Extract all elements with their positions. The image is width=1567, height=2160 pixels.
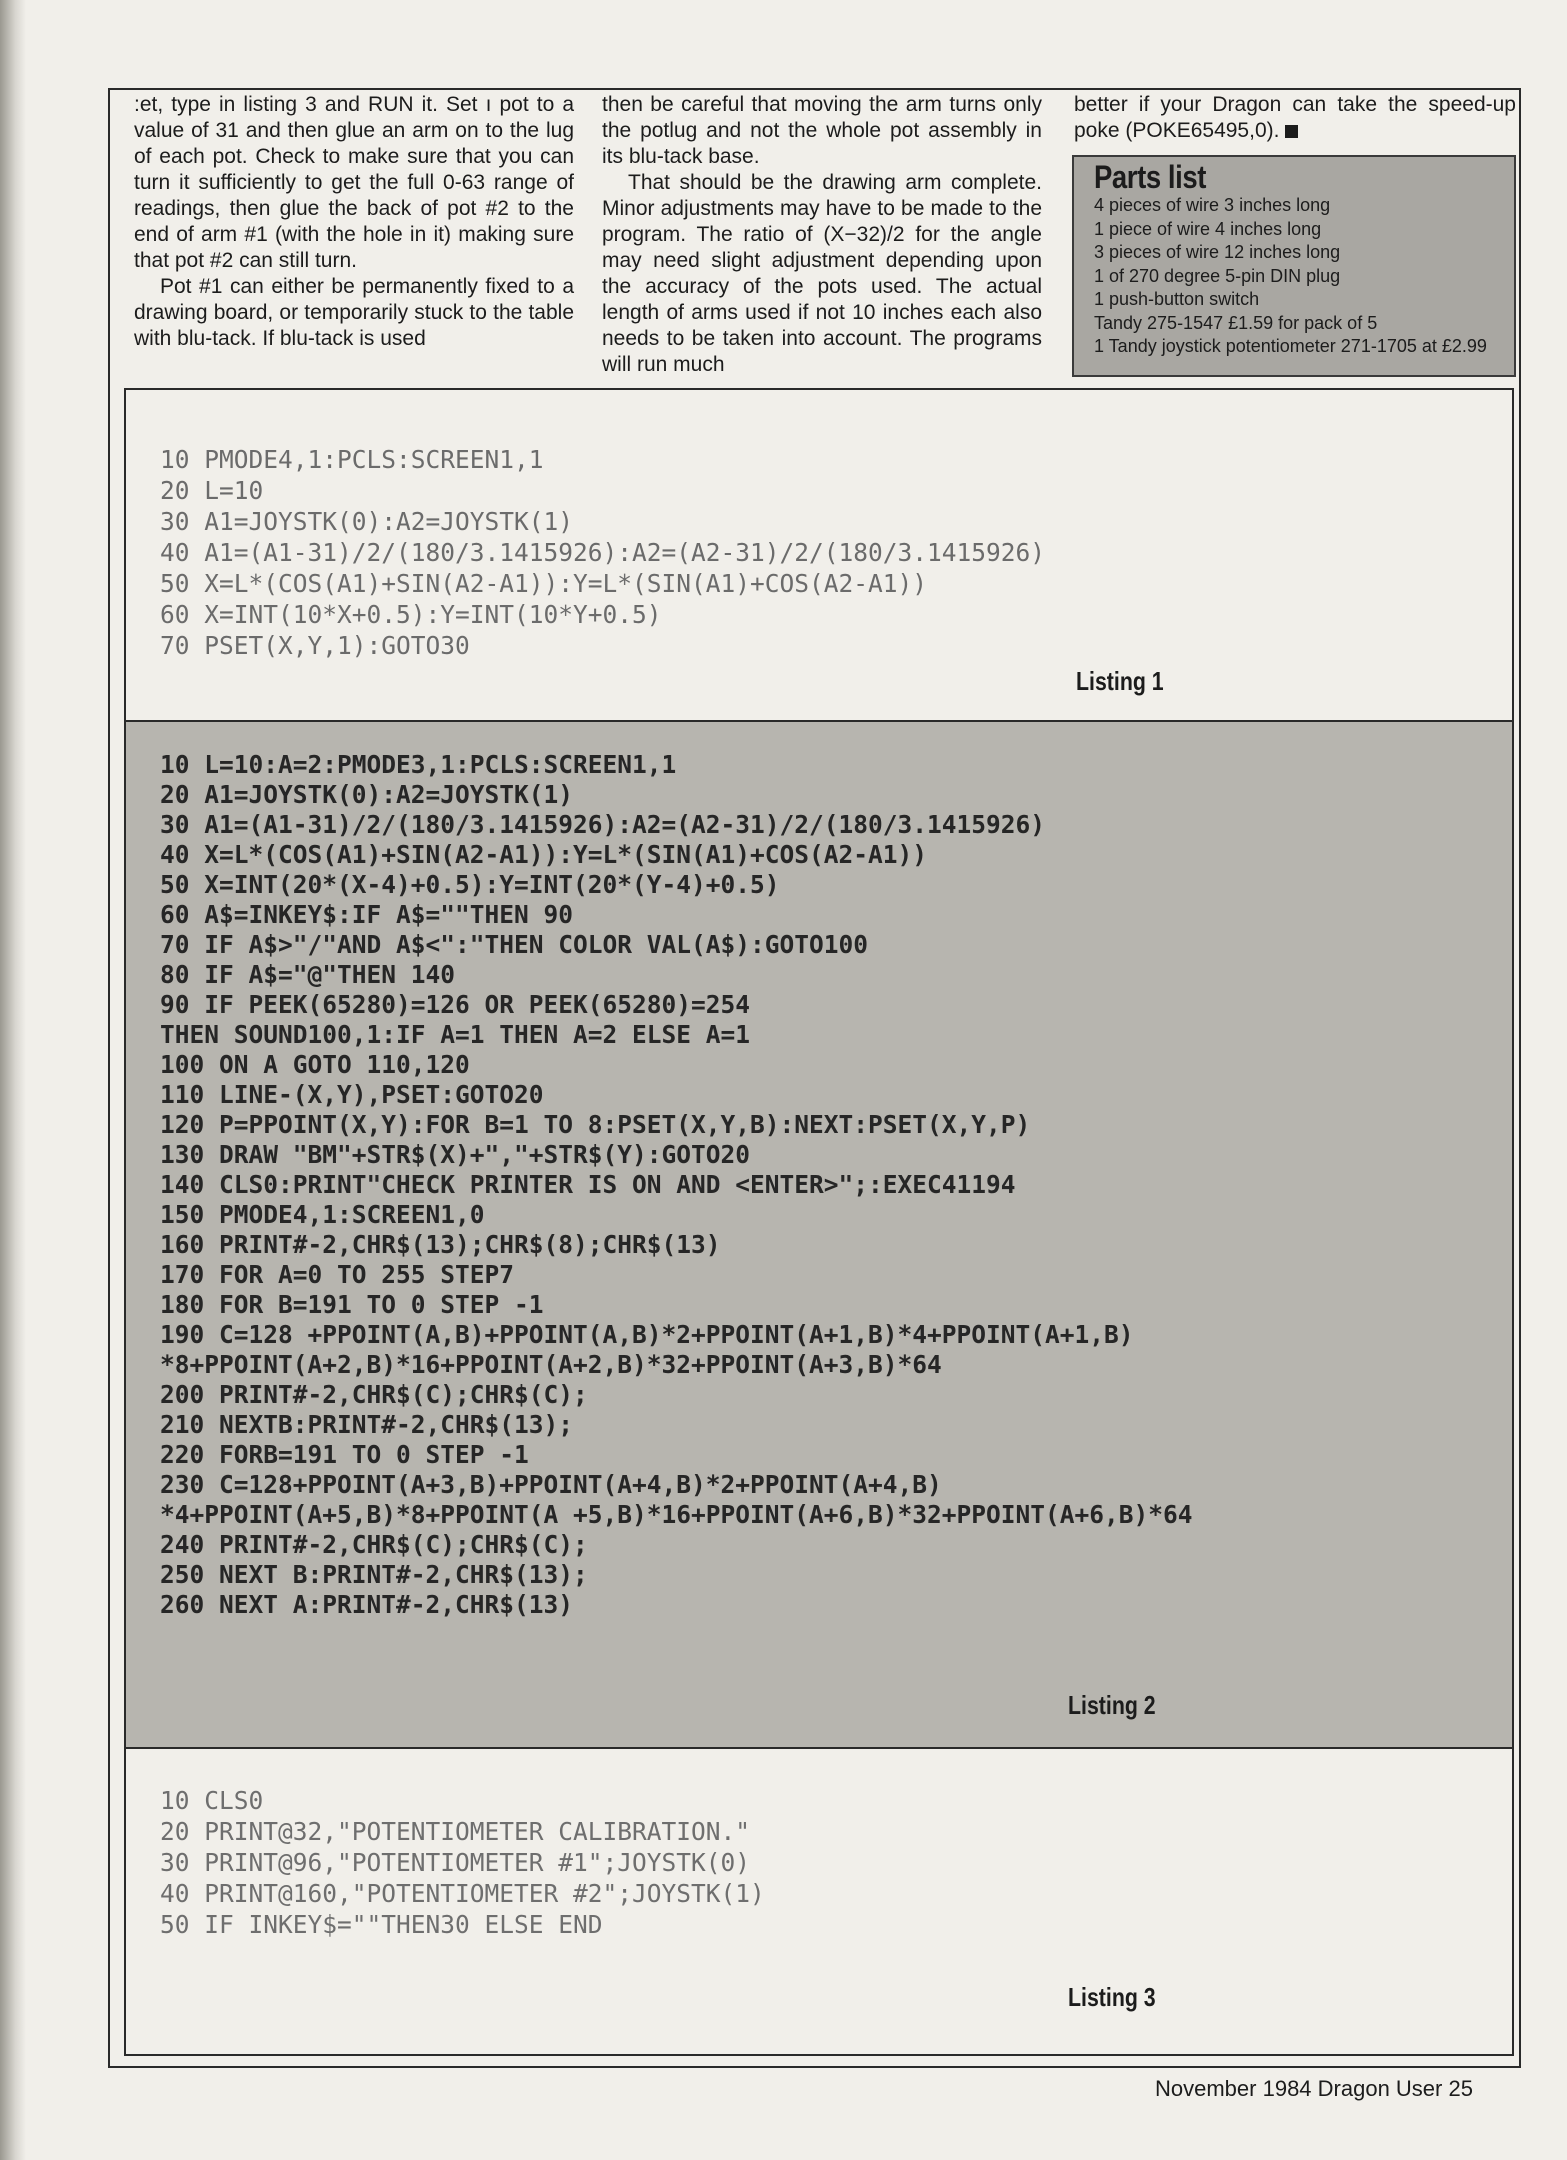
parts-list-item: Tandy 275-1547 £1.59 for pack of 5 (1094, 312, 1378, 333)
code-line: 200 PRINT#-2,CHR$(C);CHR$(C); (160, 1380, 588, 1409)
code-line: 30 PRINT@96,"POTENTIOMETER #1";JOYSTK(0) (160, 1848, 751, 1877)
code-line: 220 FORB=191 TO 0 STEP -1 (160, 1440, 529, 1469)
code-line: 90 IF PEEK(65280)=126 OR PEEK(65280)=254 (160, 990, 751, 1019)
code-line: 250 NEXT B:PRINT#-2,CHR$(13); (160, 1560, 588, 1589)
article-paragraph: Pot #1 can either be permanently fixed to a drawing board, or temporarily stuck to the table with blu-tack. If blu-tack is used (134, 275, 574, 350)
code-line: 140 CLS0:PRINT"CHECK PRINTER IS ON AND <ENTER>";:EXEC41194 (160, 1170, 1016, 1199)
parts-list-box (1072, 155, 1516, 377)
code-line: 50 X=L*(COS(A1)+SIN(A2-A1)):Y=L*(SIN(A1)+COS(A2-A1)) (160, 569, 928, 598)
article-column-2 (602, 92, 1042, 378)
code-line: THEN SOUND100,1:IF A=1 THEN A=2 ELSE A=1 (160, 1020, 751, 1049)
parts-list-item: 3 pieces of wire 12 inches long (1094, 242, 1341, 262)
parts-list-item: 4 pieces of wire 3 inches long (1094, 195, 1331, 215)
parts-list-item: 1 push-button switch (1094, 289, 1260, 309)
code-line: 20 PRINT@32,"POTENTIOMETER CALIBRATION." (160, 1817, 751, 1846)
code-line: 210 NEXTB:PRINT#-2,CHR$(13); (160, 1410, 574, 1439)
page-footer: November 1984 Dragon User 25 (1155, 2076, 1473, 2101)
code-line: 20 L=10 (160, 476, 264, 505)
code-line: *8+PPOINT(A+2,B)*16+PPOINT(A+2,B)*32+PPOINT(A+3,B)*64 (160, 1350, 942, 1379)
listing-3-code (160, 1785, 765, 1940)
listing-1-panel (126, 390, 1512, 720)
article-column-3 (1074, 92, 1516, 144)
end-of-article-mark-icon (1285, 125, 1298, 138)
code-line: 30 A1=(A1-31)/2/(180/3.1415926):A2=(A2-31)/2/(180/3.1415926) (160, 810, 1046, 839)
parts-list-item: 1 of 270 degree 5-pin DIN plug (1094, 265, 1341, 286)
code-line: 110 LINE-(X,Y),PSET:GOTO20 (160, 1080, 544, 1109)
code-line: 50 IF INKEY$=""THEN30 ELSE END (160, 1910, 603, 1939)
code-line: *4+PPOINT(A+5,B)*8+PPOINT(A +5,B)*16+PPOINT(A+6,B)*32+PPOINT(A+6,B)*64 (160, 1500, 1193, 1529)
listing-1-label: Listing 1 (1076, 666, 1164, 696)
article-column-1 (134, 92, 574, 352)
code-line: 70 PSET(X,Y,1):GOTO30 (160, 631, 470, 660)
code-line: 170 FOR A=0 TO 255 STEP7 (160, 1260, 515, 1289)
article-paragraph: then be careful that moving the arm turns only the potlug and not the whole pot assembly in its blu-tack base. (602, 93, 1042, 168)
article-paragraph: better if your Dragon can take the speed-up poke (POKE65495,0). (1074, 93, 1516, 142)
listing-2-code (160, 750, 1193, 1620)
parts-list-title: Parts list (1094, 159, 1206, 195)
code-line: 30 A1=JOYSTK(0):A2=JOYSTK(1) (160, 507, 574, 536)
code-line: 40 X=L*(COS(A1)+SIN(A2-A1)):Y=L*(SIN(A1)+COS(A2-A1)) (160, 840, 928, 869)
code-line: 20 A1=JOYSTK(0):A2=JOYSTK(1) (160, 780, 574, 809)
code-line: 40 A1=(A1-31)/2/(180/3.1415926):A2=(A2-31)/2/(180/3.1415926) (160, 538, 1046, 567)
article-paragraph: That should be the drawing arm complete. Minor adjustments may have to be made to the program. The ratio of (X−32)/2 for the angle may need slight adjustment depending upon the accuracy of the pots used. The actual length of arms used if not 10 inches each also needs to be taken into account. The programs will run much (602, 171, 1042, 376)
code-line: 10 L=10:A=2:PMODE3,1:PCLS:SCREEN1,1 (160, 750, 677, 779)
code-line: 240 PRINT#-2,CHR$(C);CHR$(C); (160, 1530, 588, 1559)
code-line: 180 FOR B=191 TO 0 STEP -1 (160, 1290, 544, 1319)
listing-2-panel (126, 720, 1512, 1749)
code-line: 60 X=INT(10*X+0.5):Y=INT(10*Y+0.5) (160, 600, 662, 629)
code-line: 10 CLS0 (160, 1786, 264, 1815)
parts-list-item: 1 Tandy joystick potentiometer 271-1705 at £2.99 (1094, 336, 1487, 356)
article-paragraph: :et, type in listing 3 and RUN it. Set ı pot to a value of 31 and then glue an arm on to the lug of each pot. Check to make sure that you can turn it sufficiently to get the full 0-63 range of readings, then glue the back of pot #2 to the end of arm #1 (with the hole in it) making sure that pot #2 can still turn. (134, 93, 574, 272)
page-binding-edge (0, 0, 26, 2160)
code-line: 50 X=INT(20*(X-4)+0.5):Y=INT(20*(Y-4)+0.5) (160, 870, 780, 899)
code-line: 100 ON A GOTO 110,120 (160, 1050, 470, 1079)
code-line: 70 IF A$>"/"AND A$<":"THEN COLOR VAL(A$):GOTO100 (160, 930, 869, 959)
code-line: 150 PMODE4,1:SCREEN1,0 (160, 1200, 485, 1229)
code-line: 160 PRINT#-2,CHR$(13);CHR$(8);CHR$(13) (160, 1230, 721, 1259)
code-line: 60 A$=INKEY$:IF A$=""THEN 90 (160, 900, 574, 929)
listing-3-panel (126, 1749, 1512, 2054)
listing-2-label: Listing 2 (1068, 1690, 1156, 1720)
code-line: 120 P=PPOINT(X,Y):FOR B=1 TO 8:PSET(X,Y,B):NEXT:PSET(X,Y,P) (160, 1110, 1031, 1139)
code-line: 190 C=128 +PPOINT(A,B)+PPOINT(A,B)*2+PPOINT(A+1,B)*4+PPOINT(A+1,B) (160, 1320, 1134, 1349)
code-line: 40 PRINT@160,"POTENTIOMETER #2";JOYSTK(1) (160, 1879, 765, 1908)
code-line: 230 C=128+PPOINT(A+3,B)+PPOINT(A+4,B)*2+PPOINT(A+4,B) (160, 1470, 942, 1499)
code-line: 80 IF A$="@"THEN 140 (160, 960, 456, 989)
code-line: 10 PMODE4,1:PCLS:SCREEN1,1 (160, 445, 544, 474)
listing-3-label: Listing 3 (1068, 1982, 1156, 2012)
listing-1-code (160, 444, 1045, 661)
listings-frame (124, 388, 1514, 2056)
parts-list-item: 1 piece of wire 4 inches long (1094, 218, 1322, 239)
code-line: 260 NEXT A:PRINT#-2,CHR$(13) (160, 1590, 574, 1619)
code-line: 130 DRAW "BM"+STR$(X)+","+STR$(Y):GOTO20 (160, 1140, 751, 1169)
